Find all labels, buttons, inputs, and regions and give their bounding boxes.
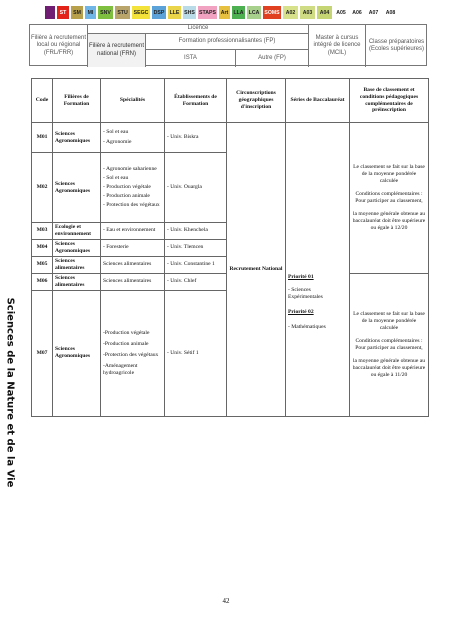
row-filiere: Sciences alimentaires [53, 273, 101, 290]
base-cell-2 [350, 273, 429, 416]
row-specialites [101, 153, 165, 223]
specialite-item: -Protection des végétaux [103, 351, 159, 358]
nav-tab-a02[interactable]: A02 [282, 5, 299, 20]
nav-tab-sm[interactable]: SM [70, 5, 84, 20]
legend-autre: Autre (FP) [258, 54, 286, 61]
nav-tab-mi[interactable]: MI [84, 5, 97, 20]
row-specialites: - Eau et environnement [101, 223, 165, 240]
base2-line2: Conditions complémentaires : Pour participer au classement, [355, 337, 423, 351]
legend-classe: Classe préparatoires (Ecoles supérieures) [368, 38, 425, 52]
legend-licence: Licence [88, 25, 308, 34]
nav-tab-lca[interactable]: LCA [246, 5, 262, 20]
priority-2-value: - Mathématiques [288, 323, 326, 330]
specialite-item: -Production végétale [103, 329, 150, 336]
header-base: Base de classement et conditions pédagogiques complémentaires de préinscription [350, 79, 429, 123]
table-header-row [32, 79, 429, 123]
nav-tab-a07[interactable]: A07 [365, 5, 382, 20]
nav-tab-a06[interactable]: A06 [349, 5, 365, 20]
nav-tab-snv[interactable]: SNV [97, 5, 114, 20]
row-code: M04 [32, 239, 53, 256]
specialite-item: - Agronomie [103, 139, 132, 145]
base1-line2: Conditions complémentaires : Pour participer au classement, [355, 190, 423, 204]
legend-frn: Filière à recrutement national (FRN) [88, 34, 146, 67]
specialite-item: -Aménagement hydroagricole [103, 362, 138, 376]
nav-tab-soms[interactable]: SOMS [262, 5, 282, 20]
row-filiere: Sciences Agronomiques [53, 123, 101, 153]
nav-tab-lla[interactable]: LLA [231, 5, 246, 20]
nav-tab-a03[interactable]: A03 [299, 5, 316, 20]
row-specialites: Sciences alimentaires [101, 256, 165, 273]
header-code: Code [32, 79, 53, 123]
base1-line3: la moyenne générale obtenue au baccalauréat doit être supérieure ou égale à 12/20 [352, 210, 426, 231]
header-circonscriptions: Circonscriptions géographiques d'inscription [227, 79, 286, 123]
row-filiere: Ecologie et environnement [53, 223, 101, 240]
circonscription-cell: Recrutement National [227, 123, 286, 417]
nav-tab-dsp[interactable]: DSP [151, 5, 167, 20]
row-specialites: - Foresterie [101, 239, 165, 256]
nav-tab-segc[interactable]: SEGC [131, 5, 151, 20]
offers-table [31, 78, 429, 417]
nav-tab-a08[interactable]: A08 [382, 5, 399, 20]
row-filiere: Sciences alimentaires [53, 256, 101, 273]
nav-tab-st[interactable]: ST [56, 5, 70, 20]
base-cell-1 [350, 123, 429, 274]
row-etablissement: - Univ. Constantine 1 [165, 256, 227, 273]
side-title-text: Sciences de la Nature et de la Vie [4, 297, 16, 488]
specialite-item: - Production animale [103, 192, 150, 199]
specialite-item: - Sol et eau [103, 175, 129, 182]
row-code: M07 [32, 290, 53, 416]
nav-tab-stu[interactable]: STU [114, 5, 131, 20]
nav-tab-art[interactable]: Art [218, 5, 231, 20]
nav-tabs [44, 5, 399, 20]
row-etablissement: - Univ. Biskra [165, 123, 227, 153]
row-etablissement: - Univ. Sétif 1 [165, 290, 227, 416]
specialite-item: - Protection des végétaux [103, 201, 160, 208]
header-filieres: Filières de Formation [53, 79, 101, 123]
base2-line3: la moyenne générale obtenue au baccalauréat doit être supérieure ou égale à 11/20 [352, 357, 426, 378]
legend-fp: Formation professionnalisantes (FP) [146, 34, 308, 50]
nav-tab-a05[interactable]: A05 [333, 5, 349, 20]
row-code: M01 [32, 123, 53, 153]
specialite-item: -Production animale [103, 340, 149, 347]
header-etablissements: Établissements de Formation [165, 79, 227, 123]
row-filiere: Sciences Agronomiques [53, 153, 101, 223]
row-filiere: Sciences Agronomiques [53, 290, 101, 416]
legend-frl: Filière à recrutement local ou régional (FRL/FRR) [30, 25, 88, 67]
priority-1-label: Priorité 01 [288, 273, 314, 280]
row-etablissement: - Univ. Khenchela [165, 223, 227, 240]
nav-tab-staps[interactable]: STAPS [197, 5, 218, 20]
specialite-item: - Production végétale [103, 184, 151, 190]
row-etablissement: - Univ. Chlef [165, 273, 227, 290]
row-etablissement: - Univ. Ouargla [165, 153, 227, 223]
base1-line1: Le classement se fait sur la base de la moyenne pondérée calculée [353, 164, 425, 184]
priority-1-value: - Sciences Expérimentales [288, 286, 323, 300]
row-specialites: Sciences alimentaires [101, 273, 165, 290]
specialite-item: - Agronomie saharienne [103, 166, 157, 173]
side-title [0, 225, 20, 560]
table-row [32, 123, 429, 153]
row-specialites [101, 290, 165, 416]
legend-mcil: Master à cursus intégré de licence (MCIL) [308, 25, 366, 67]
row-filiere: Sciences Agronomiques [53, 239, 101, 256]
row-code: M06 [32, 273, 53, 290]
specialite-item: - Sol et eau [103, 129, 129, 136]
base2-line1: Le classement se fait sur la base de la moyenne pondérée calculée [353, 310, 425, 331]
header-series: Séries de Baccalauréat [286, 79, 350, 123]
header-specialites: Spécialités [101, 79, 165, 123]
nav-tab-shs[interactable]: SHS [182, 5, 197, 20]
series-cell [286, 123, 350, 417]
nav-tab-lle[interactable]: LLE [167, 5, 182, 20]
row-etablissement: - Univ. Tlemcen [165, 239, 227, 256]
legend-ista: ISTA [146, 50, 236, 67]
row-code: M05 [32, 256, 53, 273]
nav-tab-a04[interactable]: A04 [316, 5, 333, 20]
legend-box [29, 24, 427, 66]
row-code: M02 [32, 153, 53, 223]
page-number: 42 [222, 597, 230, 605]
priority-2-label: Priorité 02 [288, 308, 314, 315]
row-code: M03 [32, 223, 53, 240]
row-specialites [101, 123, 165, 153]
nav-tab-home[interactable] [44, 5, 56, 20]
